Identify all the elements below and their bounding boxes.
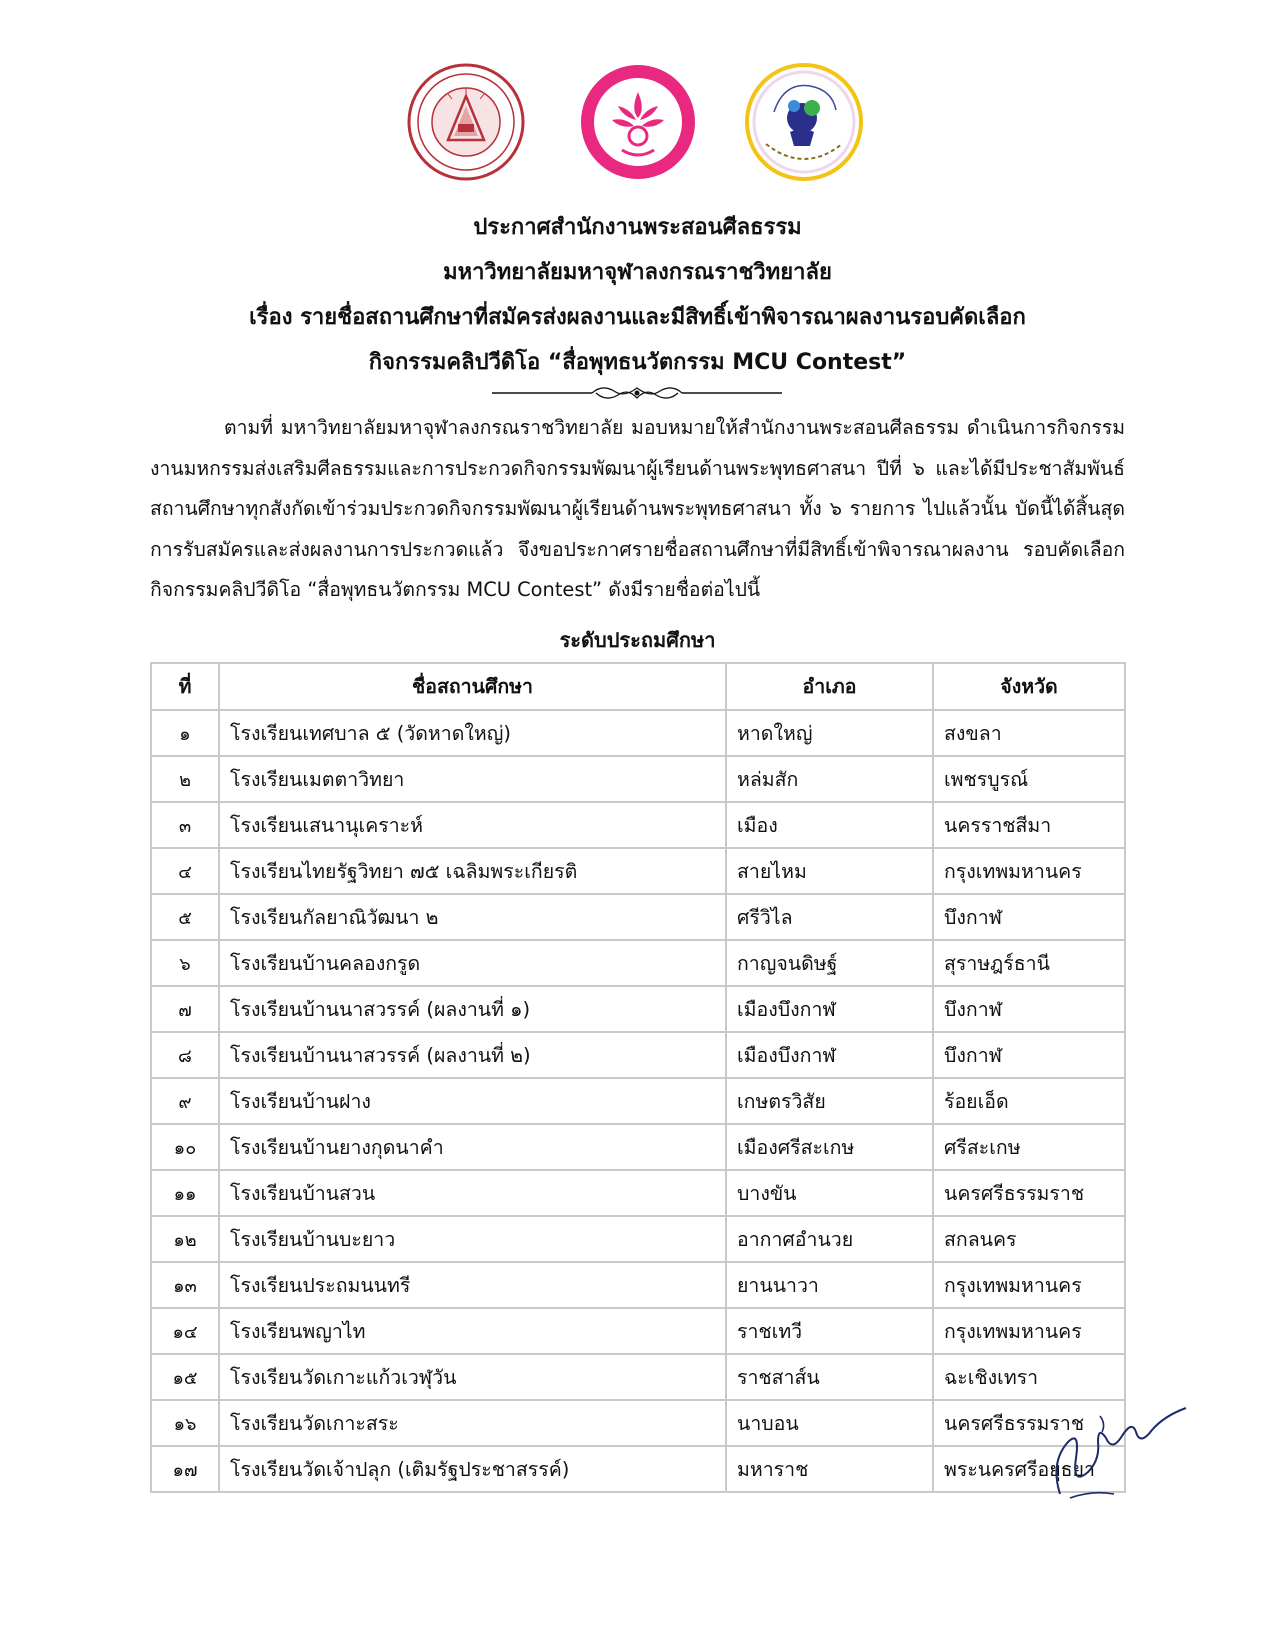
logo-row [0,62,1275,192]
table-row [151,1354,1125,1400]
table-header-row [151,663,1125,710]
row-province: บึงกาฬ [933,986,1125,1032]
table-row [151,986,1125,1032]
handwritten-signature [1040,1402,1190,1512]
row-district: บางขัน [726,1170,933,1216]
ornamental-divider [492,382,782,404]
row-no: ๙ [151,1078,219,1124]
table-row [151,1262,1125,1308]
row-school-name: โรงเรียนประถมนนทรี [219,1262,726,1308]
row-district: มหาราช [726,1446,933,1492]
header-no: ที่ [151,663,219,710]
row-no: ๗ [151,986,219,1032]
table-row [151,1446,1125,1492]
row-school-name: โรงเรียนบ้านสวน [219,1170,726,1216]
row-school-name: โรงเรียนวัดเจ้าปลุก (เติมรัฐประชาสรรค์) [219,1446,726,1492]
row-school-name: โรงเรียนเสนานุเคราะห์ [219,802,726,848]
header-subject: เรื่อง รายชื่อสถานศึกษาที่สมัครส่งผลงานและมีสิทธิ์เข้าพิจารณาผลงานรอบคัดเลือก [249,305,1026,330]
row-no: ๑๔ [151,1308,219,1354]
row-no: ๖ [151,940,219,986]
row-no: ๘ [151,1032,219,1078]
table-row [151,1308,1125,1354]
row-province: สุราษฎร์ธานี [933,940,1125,986]
row-province: เพชรบูรณ์ [933,756,1125,802]
table-row [151,848,1125,894]
table-row [151,1032,1125,1078]
row-no: ๔ [151,848,219,894]
row-no: ๑๖ [151,1400,219,1446]
row-district: เมืองบึงกาฬ [726,986,933,1032]
buddhist-education-office-seal [578,62,698,182]
row-school-name: โรงเรียนเมตตาวิทยา [219,756,726,802]
body-paragraph: ตามที่ มหาวิทยาลัยมหาจุฬาลงกรณราชวิทยาลัย มอบหมายให้สำนักงานพระสอนศีลธรรม ดำเนินการกิจกรรมงานมหกรรมส่งเสริมศีลธรรมและการประกวดกิจกรรมพัฒนาผู้เรียนด้านพระพุทธศาสนา ปีที่ ๖ และได้มีประชาสัมพันธ์สถานศึกษาทุกสังกัดเข้าร่วมประกวดกิจกรรมพัฒนาผู้เรียนด้านพระพุทธศาสนา ทั้ง ๖ รายการ ไปแล้วนั้น บัดนี้ได้สิ้นสุดการรับสมัครและส่งผลงานการประกวดแล้ว จึงขอประกาศรายชื่อสถานศึกษาที่มีสิทธิ์เข้าพิจารณาผลงาน รอบคัดเลือก กิจกรรมคลิปวีดิโอ “สื่อพุทธนวัตกรรม MCU Contest” ดังมีรายชื่อต่อไปนี้ [150,416,1125,601]
row-school-name: โรงเรียนบ้านยางกุดนาคำ [219,1124,726,1170]
row-district: หล่มสัก [726,756,933,802]
row-no: ๑๕ [151,1354,219,1400]
row-province: ร้อยเอ็ด [933,1078,1125,1124]
row-district: ราชเทวี [726,1308,933,1354]
row-province: ศรีสะเกษ [933,1124,1125,1170]
table-row [151,1124,1125,1170]
row-no: ๓ [151,802,219,848]
mcu-contest-logo [744,62,864,182]
row-district: ราชสาส์น [726,1354,933,1400]
row-district: นาบอน [726,1400,933,1446]
table-row [151,1216,1125,1262]
table-row [151,802,1125,848]
row-school-name: โรงเรียนกัลยาณิวัฒนา ๒ [219,894,726,940]
row-province: กรุงเทพมหานคร [933,1308,1125,1354]
row-district: กาญจนดิษฐ์ [726,940,933,986]
table-row [151,1400,1125,1446]
row-no: ๑๐ [151,1124,219,1170]
row-no: ๑๗ [151,1446,219,1492]
table-row [151,894,1125,940]
row-no: ๑๒ [151,1216,219,1262]
row-district: ยานนาวา [726,1262,933,1308]
row-province: นครราชสีมา [933,802,1125,848]
header-province: จังหวัด [933,663,1125,710]
row-province: พระนครศรีอยุธยา [933,1446,1125,1492]
row-province: ฉะเชิงเทรา [933,1354,1125,1400]
row-school-name: โรงเรียนวัดเกาะสระ [219,1400,726,1446]
announcement-header [0,205,1275,385]
header-activity: กิจกรรมคลิปวีดิโอ “สื่อพุทธนวัตกรรม MCU Contest” [368,350,907,375]
school-list-table [150,662,1126,1493]
row-district: เมืองศรีสะเกษ [726,1124,933,1170]
row-school-name: โรงเรียนบ้านบะยาว [219,1216,726,1262]
row-school-name: โรงเรียนพญาไท [219,1308,726,1354]
row-province: นครศรีธรรมราช [933,1170,1125,1216]
row-province: สกลนคร [933,1216,1125,1262]
row-district: ศรีวิไล [726,894,933,940]
row-province: บึงกาฬ [933,894,1125,940]
row-school-name: โรงเรียนบ้านนาสวรรค์ (ผลงานที่ ๒) [219,1032,726,1078]
row-school-name: โรงเรียนวัดเกาะแก้วเวฬุวัน [219,1354,726,1400]
row-district: เมือง [726,802,933,848]
header-university: มหาวิทยาลัยมหาจุฬาลงกรณราชวิทยาลัย [443,260,832,285]
row-no: ๑๑ [151,1170,219,1216]
row-school-name: โรงเรียนบ้านนาสวรรค์ (ผลงานที่ ๑) [219,986,726,1032]
section-title: ระดับประถมศึกษา [559,628,716,652]
header-office: ประกาศสำนักงานพระสอนศีลธรรม [473,215,802,240]
announcement-body [150,408,1125,611]
row-province: กรุงเทพมหานคร [933,848,1125,894]
table-row [151,940,1125,986]
mcu-university-seal [406,62,526,182]
row-district: หาดใหญ่ [726,710,933,756]
row-no: ๑ [151,710,219,756]
row-no: ๒ [151,756,219,802]
row-province: บึงกาฬ [933,1032,1125,1078]
row-province: กรุงเทพมหานคร [933,1262,1125,1308]
table-row [151,756,1125,802]
row-district: เกษตรวิสัย [726,1078,933,1124]
header-district: อำเภอ [726,663,933,710]
header-school-name: ชื่อสถานศึกษา [219,663,726,710]
table-row [151,1078,1125,1124]
row-school-name: โรงเรียนเทศบาล ๕ (วัดหาดใหญ่) [219,710,726,756]
table-row [151,710,1125,756]
row-district: เมืองบึงกาฬ [726,1032,933,1078]
row-school-name: โรงเรียนไทยรัฐวิทยา ๗๕ เฉลิมพระเกียรติ [219,848,726,894]
row-no: ๑๓ [151,1262,219,1308]
row-school-name: โรงเรียนบ้านคลองกรูด [219,940,726,986]
row-province: นครศรีธรรมราช [933,1400,1125,1446]
row-province: สงขลา [933,710,1125,756]
row-school-name: โรงเรียนบ้านฝาง [219,1078,726,1124]
row-district: อากาศอำนวย [726,1216,933,1262]
table-row [151,1170,1125,1216]
row-district: สายไหม [726,848,933,894]
row-no: ๕ [151,894,219,940]
